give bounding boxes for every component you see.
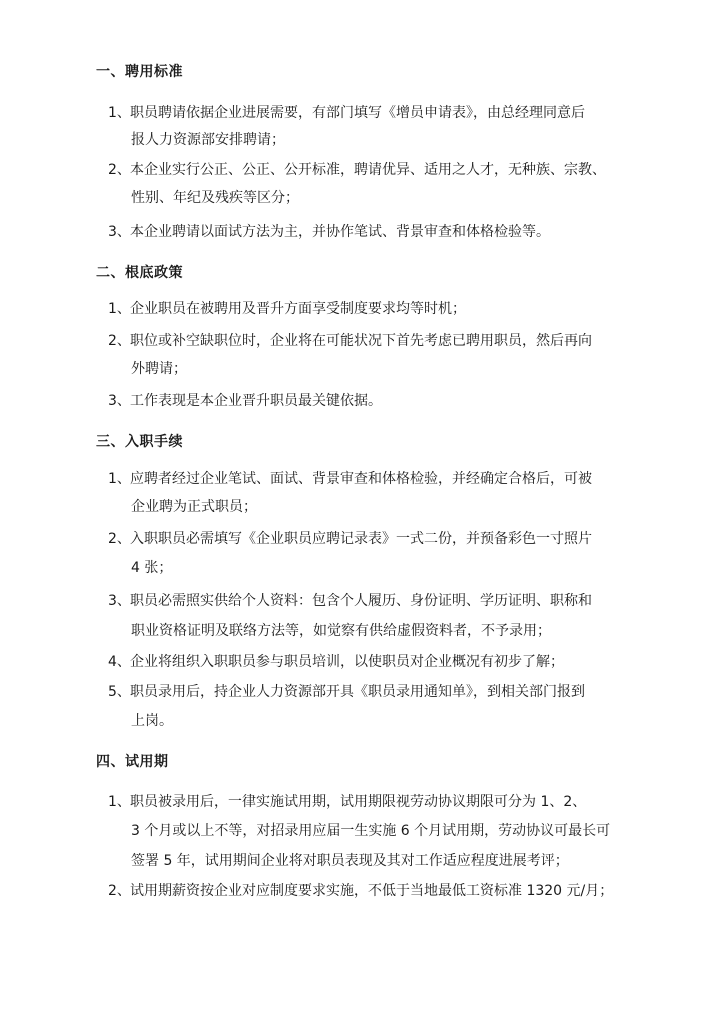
list-item bbox=[108, 159, 606, 179]
item-text-continued: 性别、年纪及残疾等区分； bbox=[131, 190, 299, 206]
item-text: 试用期薪资按企业对应制度要求实施，不低于当地最低工资标准 1320 元/月； bbox=[130, 883, 614, 899]
item-text-continued: 职业资格证明及联络方法等，如觉察有供给虚假资料者，不予录用； bbox=[131, 623, 551, 639]
list-item bbox=[108, 221, 550, 241]
item-text: 企业职员在被聘用及晋升方面享受制度要求均等时机； bbox=[130, 301, 466, 317]
item-text: 应聘者经过企业笔试、面试、背景审查和体格检验，并经确定合格后，可被 bbox=[130, 471, 592, 487]
item-number: 2、 bbox=[108, 531, 131, 547]
list-item bbox=[108, 330, 592, 350]
list-item bbox=[108, 390, 382, 410]
item-text-continued: 企业聘为正式职员； bbox=[131, 499, 257, 515]
item-number: 3、 bbox=[108, 393, 131, 409]
item-number: 2、 bbox=[108, 162, 131, 178]
item-text-continued: 外聘请； bbox=[131, 361, 187, 377]
list-item bbox=[108, 528, 592, 548]
item-text: 职员聘请依据企业进展需要，有部门填写《增员申请表》，由总经理同意后 bbox=[130, 105, 585, 121]
list-item bbox=[108, 791, 586, 811]
item-number: 5、 bbox=[108, 684, 131, 700]
item-text: 本企业聘请以面试方法为主，并协作笔试、背景审查和体格检验等。 bbox=[130, 224, 550, 240]
item-text-continued: 3 个月或以上不等，对招录用应届一生实施 6 个月试用期，劳动协议可最长可 bbox=[131, 823, 611, 839]
list-item bbox=[108, 651, 564, 671]
item-number: 3、 bbox=[108, 224, 131, 240]
item-number: 1、 bbox=[108, 471, 131, 487]
item-text: 职员被录用后，一律实施试用期，试用期限视劳动协议期限可分为 1、2、 bbox=[130, 794, 587, 810]
item-text-continued: 上岗。 bbox=[131, 713, 173, 729]
item-number: 2、 bbox=[108, 333, 131, 349]
item-number: 2、 bbox=[108, 883, 131, 899]
item-number: 1、 bbox=[108, 105, 131, 121]
item-text: 入职职员必需填写《企业职员应聘记录表》一式二份，并预备彩色一寸照片 bbox=[130, 531, 592, 547]
section-title: 三、入职手续 bbox=[96, 434, 183, 450]
item-text: 工作表现是本企业晋升职员最关键依据。 bbox=[130, 393, 382, 409]
list-item bbox=[108, 590, 592, 610]
item-text: 本企业实行公正、公正、公开标准，聘请优异、适用之人才，无种族、宗教、 bbox=[130, 162, 606, 178]
item-number: 1、 bbox=[108, 794, 131, 810]
list-item bbox=[108, 102, 585, 122]
list-item bbox=[108, 298, 466, 318]
item-number: 1、 bbox=[108, 301, 131, 317]
section-title: 二、根底政策 bbox=[96, 265, 183, 281]
item-text-continued: 报人力资源部安排聘请； bbox=[131, 132, 285, 148]
item-text-continued: 4 张； bbox=[131, 560, 173, 576]
section-title: 一、聘用标准 bbox=[96, 64, 183, 80]
item-text: 企业将组织入职职员参与职员培训，以使职员对企业概况有初步了解； bbox=[130, 654, 564, 670]
list-item bbox=[108, 468, 592, 488]
list-item bbox=[108, 880, 613, 900]
item-text: 职员必需照实供给个人资料：包含个人履历、身份证明、学历证明、职称和 bbox=[130, 593, 592, 609]
item-number: 3、 bbox=[108, 593, 131, 609]
section-title: 四、试用期 bbox=[96, 754, 169, 770]
item-text: 职位或补空缺职位时，企业将在可能状况下首先考虑已聘用职员，然后再向 bbox=[130, 333, 592, 349]
item-text-continued: 签署 5 年，试用期间企业将对职员表现及其对工作适应程度进展考评； bbox=[131, 853, 569, 869]
item-number: 4、 bbox=[108, 654, 131, 670]
item-text: 职员录用后，持企业人力资源部开具《职员录用通知单》，到相关部门报到 bbox=[130, 684, 585, 700]
list-item bbox=[108, 681, 585, 701]
